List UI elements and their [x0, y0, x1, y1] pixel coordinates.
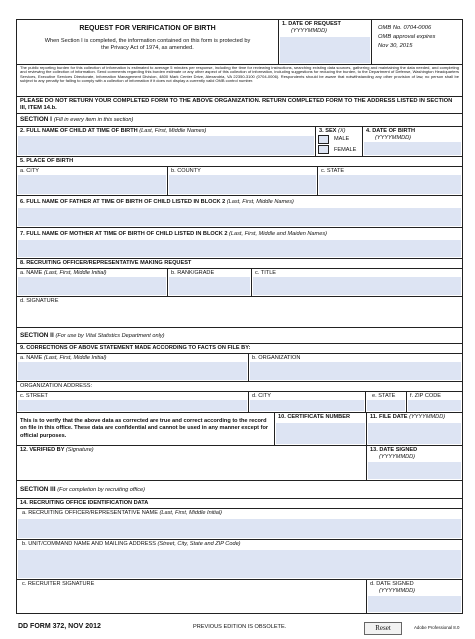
omb-number: OMB No. 0704-0006: [378, 25, 432, 31]
recruiter-rank-input[interactable]: [169, 277, 250, 295]
birth-county-input[interactable]: [169, 175, 316, 194]
father-name-field[interactable]: 6. FULL NAME OF FATHER AT TIME OF BIRTH OF CHILD LISTED IN BLOCK 2 (Last, First, Middle Names): [17, 196, 462, 227]
city-input[interactable]: [250, 400, 364, 411]
date-of-request-input[interactable]: [280, 37, 370, 63]
child-name-input[interactable]: [18, 136, 314, 155]
recruiter-name-field[interactable]: a. NAME (Last, First, Middle Initial): [17, 269, 167, 296]
date-of-birth-input[interactable]: [364, 142, 461, 155]
omb-expires: OMB approval expires: [378, 33, 436, 40]
recruiter-signature-field[interactable]: d. SIGNATURE: [20, 298, 59, 304]
zip-input[interactable]: [408, 400, 461, 411]
return-warning: PLEASE DO NOT RETURN YOUR COMPLETED FORM TO THE ABOVE ORGANIZATION. RETURN COMPLETED FORM TO THE ADDRESS LISTED IN SECTION III, ITEM 14.b.: [20, 98, 453, 112]
place-of-birth-label: 5. PLACE OF BIRTH: [20, 158, 74, 164]
recruiter-rank-field[interactable]: b. RANK/GRADE: [167, 269, 251, 296]
father-name-input[interactable]: [18, 208, 461, 226]
office-date-signed-field[interactable]: d. DATE SIGNED (YYYYMMDD): [366, 580, 462, 613]
section-2-header: SECTION II (For use by Vital Statistics Department only): [20, 332, 165, 339]
certificate-number-field[interactable]: 10. CERTIFICATE NUMBER: [274, 413, 366, 445]
reset-button[interactable]: Reset: [364, 622, 402, 635]
section-1-header: SECTION I (Fill in every item in this section): [20, 116, 134, 123]
recruiter-sig-field[interactable]: c. RECRUITER SIGNATURE: [22, 581, 95, 587]
state-input[interactable]: [367, 400, 405, 411]
date-of-request-field[interactable]: 1. DATE OF REQUEST (YYYYMMDD): [278, 20, 371, 64]
office-date-signed-input[interactable]: [368, 596, 461, 612]
form-id: DD FORM 372, NOV 2012: [18, 623, 101, 630]
date-signed-input[interactable]: [368, 462, 461, 479]
verified-by-field[interactable]: 12. VERIFIED BY (Signature): [20, 447, 94, 453]
form-header: [17, 20, 278, 64]
office-id-label: 14. RECRUITING OFFICE IDENTIFICATION DATA: [20, 500, 149, 506]
section-3-header: SECTION III (For completion by recruiting office): [20, 486, 145, 493]
birth-verification-form: [16, 19, 463, 614]
org-address-label: ORGANIZATION ADDRESS:: [20, 383, 93, 389]
file-date-field[interactable]: 11. FILE DATE (YYYYMMDD): [366, 413, 462, 445]
verification-statement: This is to verify that the above data as corrected are true and correct according to the record on file in this office. These data are confidential and cannot be used in any manner except for official purposes.: [20, 418, 269, 439]
birth-county-field[interactable]: b. COUNTY: [167, 167, 317, 195]
female-checkbox[interactable]: [318, 145, 329, 154]
organization-input[interactable]: [250, 362, 461, 380]
omb-date: Nov 30, 2015: [378, 42, 413, 49]
file-date-input[interactable]: [368, 423, 461, 444]
corrector-name-input[interactable]: [18, 362, 247, 380]
state-field[interactable]: e. STATE: [365, 392, 406, 412]
child-name-field[interactable]: 2. FULL NAME OF CHILD AT TIME OF BIRTH (Last, First, Middle Names): [17, 127, 315, 156]
office-rep-name-field[interactable]: a. RECRUITING OFFICER/REPRESENTATIVE NAME (Last, First, Middle Initial): [17, 509, 462, 539]
form-footer: [18, 623, 463, 637]
corrector-name-field[interactable]: a. NAME (Last, First, Middle Initial): [17, 354, 248, 381]
office-rep-name-input[interactable]: [18, 519, 461, 538]
recruiter-title-field[interactable]: c. TITLE: [251, 269, 462, 296]
street-field[interactable]: c. STREET: [17, 392, 248, 412]
recruiter-label: 8. RECRUITING OFFICER/REPRESENTATIVE MAKING REQUEST: [20, 260, 192, 266]
corrections-label: 9. CORRECTIONS OF ABOVE STATEMENT MADE ACCORDING TO FACTS ON FILE BY:: [20, 345, 251, 351]
birth-state-input[interactable]: [319, 175, 461, 194]
mother-name-field[interactable]: 7. FULL NAME OF MOTHER AT TIME OF BIRTH OF CHILD LISTED IN BLOCK 2 (Last, First, Middle and Maiden Names): [17, 228, 462, 258]
sex-field: 3. SEX (X) MALE FEMALE: [315, 127, 362, 156]
unit-address-input[interactable]: [18, 550, 461, 578]
omb-block: [371, 20, 462, 64]
male-checkbox[interactable]: [318, 135, 329, 144]
privacy-note: When Section I is completed, the information contained on this form is protected by the Privacy Act of 1974, as amended.: [44, 38, 251, 52]
organization-field[interactable]: b. ORGANIZATION: [248, 354, 462, 381]
street-input[interactable]: [18, 400, 247, 411]
unit-address-field[interactable]: b. UNIT/COMMAND NAME AND MAILING ADDRESS (Street, City, State and ZIP Code): [17, 540, 462, 579]
zip-field[interactable]: f. ZIP CODE: [406, 392, 462, 412]
recruiter-name-input[interactable]: [18, 277, 166, 295]
birth-state-field[interactable]: c. STATE: [317, 167, 462, 195]
obsolete-note: PREVIOUS EDITION IS OBSOLETE.: [193, 624, 287, 630]
birth-city-input[interactable]: [18, 175, 166, 194]
adobe-version: Adobe Professional 8.0: [414, 625, 460, 630]
mother-name-input[interactable]: [18, 240, 461, 257]
date-of-birth-field[interactable]: 4. DATE OF BIRTH (YYYYMMDD): [362, 127, 462, 156]
city-field[interactable]: d. CITY: [248, 392, 365, 412]
form-title: REQUEST FOR VERIFICATION OF BIRTH: [79, 25, 216, 32]
birth-city-field[interactable]: a. CITY: [17, 167, 167, 195]
certificate-number-input[interactable]: [276, 423, 365, 444]
date-signed-field[interactable]: 13. DATE SIGNED (YYYYMMDD): [366, 446, 462, 480]
burden-statement: The public reporting burden for this collection of information is estimated to average 5 minutes per response, including the time for reviewing instructions, searching existing data sources, gathering and maintaining the data needed, and completing and reviewing the collection of information. Send comments regarding this burden estimate or any other aspect of this collection of information, including suggestions for reducing the burden, to the Department of Defense, Washington Headquarters Services, Executive Services Directorate, Information Management Division, 4800 Mark Center Drive, Alexandria, VA 22350-3100 (0704-0006). Respondents should be aware that notwithstanding any other provision of law, no person shall be subject to any penalty for failing to comply with a collection of information if it does not display a currently valid OMB control number.: [20, 65, 459, 83]
recruiter-title-input[interactable]: [253, 277, 461, 295]
